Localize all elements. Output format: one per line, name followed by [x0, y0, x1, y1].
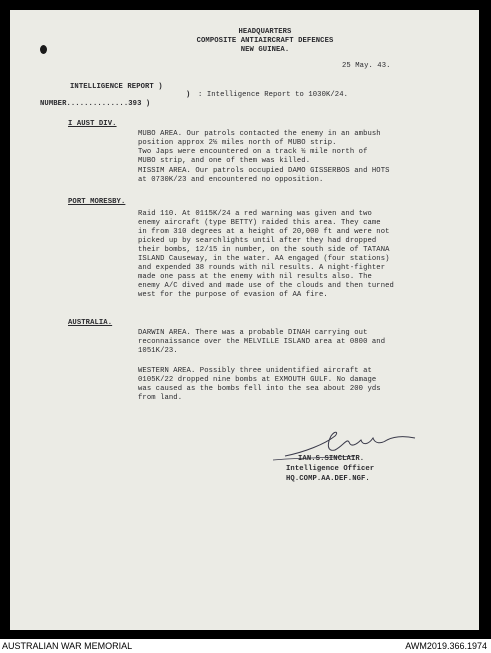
report-subject: : Intelligence Report to 1030K/24. — [198, 91, 349, 99]
port-moresby-line-8: made one pass at the enemy with nil results also. The — [138, 273, 372, 281]
port-moresby-line-5: their bombs, 12/15 in number, on the south side of TATANA — [138, 246, 390, 254]
port-moresby-line-4: picked up by searchlights until after they had dropped — [138, 237, 377, 245]
header-line-2: COMPOSITE ANTIAIRCRAFT DEFENCES — [196, 37, 334, 45]
section-heading-aust-div: I AUST DIV. — [68, 120, 117, 128]
western-line-2: 0105K/22 dropped nine bombs at EXMOUTH GULF. No damage — [138, 376, 377, 384]
section-heading-port-moresby: PORT MORESBY. — [68, 198, 126, 206]
signatory-name: IAN.S.SINCLAIR. — [298, 455, 365, 463]
darwin-line-3: 1051K/23. — [138, 347, 178, 355]
report-label: INTELLIGENCE REPORT ) — [70, 83, 163, 91]
darwin-line-2: reconnaissance over the MELVILLE ISLAND area at 0800 and — [138, 338, 386, 346]
header-line-3: NEW GUINEA. — [240, 46, 290, 54]
report-paren: ) — [186, 91, 191, 99]
port-moresby-line-3: in from 310 degrees at a height of 20,000 ft and were not — [138, 228, 390, 236]
aust-div-line-2: position approx 2½ miles north of MUBO strip. — [138, 139, 337, 147]
aust-div-line-3: Two Japs were encountered on a track ½ mile north of — [138, 148, 368, 156]
port-moresby-line-9: enemy A/C dived and made use of the clouds and then turned — [138, 282, 394, 290]
header-line-1: HEADQUARTERS — [238, 28, 292, 36]
darwin-line-1: DARWIN AREA. There was a probable DINAH carrying out — [138, 329, 368, 337]
port-moresby-line-1: Raid 110. At 0115K/24 a red warning was given and two — [138, 210, 372, 218]
western-line-4: from land. — [138, 394, 183, 402]
report-number: NUMBER..............393 ) — [40, 100, 151, 108]
aust-div-line-1: MUBO AREA. Our patrols contacted the enemy in an ambush — [138, 130, 381, 138]
footer-bar — [0, 639, 491, 653]
port-moresby-line-6: ISLAND Causeway, in the water. AA engaged (four stations) — [138, 255, 390, 263]
section-heading-australia: AUSTRALIA. — [68, 319, 113, 327]
signatory-unit: HQ.COMP.AA.DEF.NGF. — [286, 475, 370, 483]
port-moresby-line-2: enemy aircraft (type BETTY) raided this area. They came — [138, 219, 381, 227]
punch-hole — [40, 45, 47, 54]
port-moresby-line-10: west for the purpose of evasion of AA fire. — [138, 291, 328, 299]
document-page — [10, 10, 479, 630]
signatory-title: Intelligence Officer — [286, 465, 375, 473]
footer-accession-id: AWM2019.366.1974 — [405, 641, 487, 651]
footer-source: AUSTRALIAN WAR MEMORIAL — [2, 641, 133, 651]
aust-div-line-4: MUBO strip, and one of them was killed. — [138, 157, 311, 165]
western-line-3: was caused as the bombs fell into the sea about 200 yds — [138, 385, 381, 393]
port-moresby-line-7: and expended 38 rounds with nil results. A night-fighter — [138, 264, 386, 272]
aust-div-line-6: at 0730K/23 and encountered no opposition. — [138, 176, 324, 184]
date: 25 May. 43. — [342, 62, 391, 70]
aust-div-line-5: MISSIM AREA. Our patrols occupied DAMO GISSERBOS and HOTS — [138, 167, 390, 175]
western-line-1: WESTERN AREA. Possibly three unidentified aircraft at — [138, 367, 372, 375]
